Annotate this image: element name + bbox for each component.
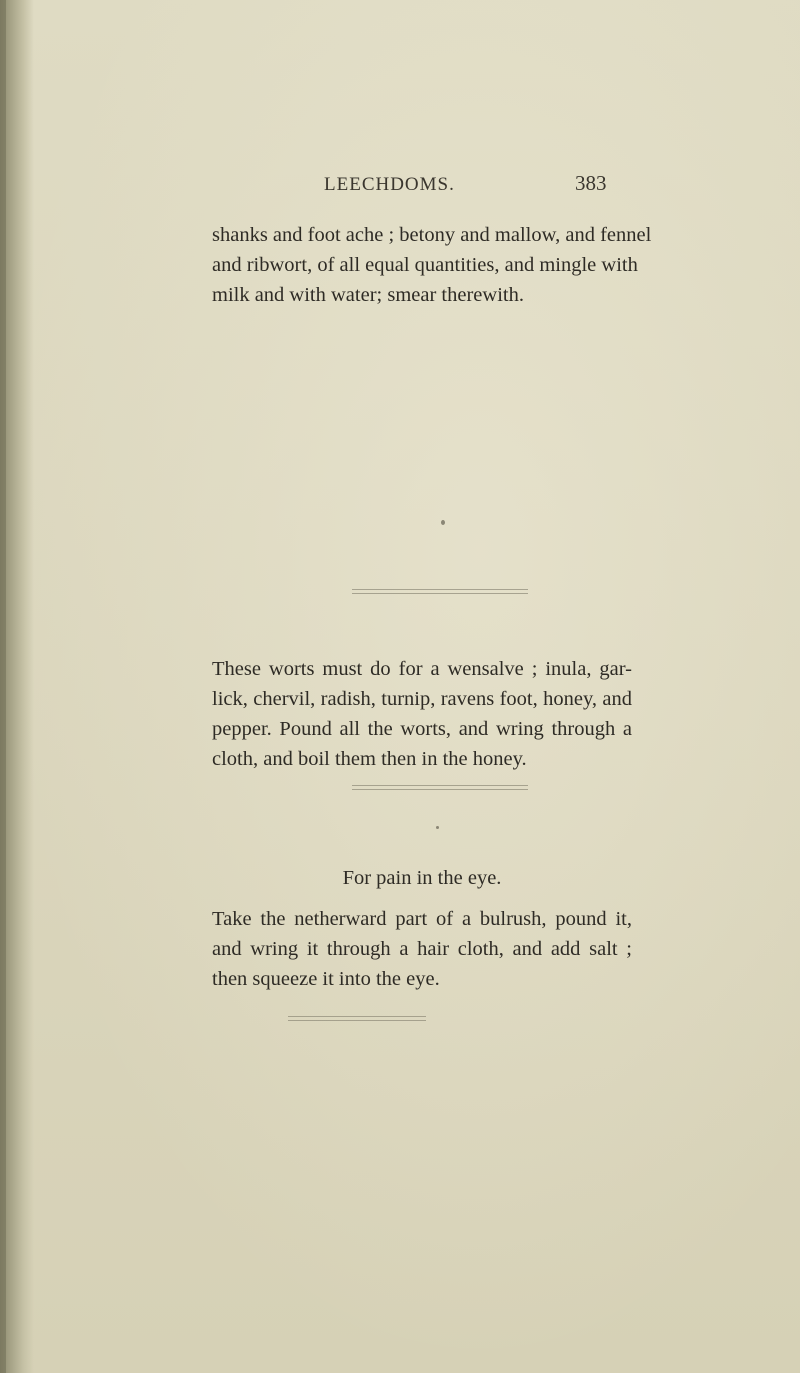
paragraph-3-line-2: and wring it through a hair cloth, and add salt ; <box>212 938 632 960</box>
paragraph-1-line-3: milk and with water; smear therewith. <box>212 284 524 306</box>
section-divider-1 <box>352 589 528 590</box>
paragraph-3-line-1: Take the netherward part of a bulrush, pound it, <box>212 908 632 930</box>
section-divider-2 <box>352 785 528 786</box>
paragraph-2-line-4: cloth, and boil them then in the honey. <box>212 748 527 770</box>
book-spine-edge <box>0 0 6 1373</box>
paragraph-2 <box>212 654 632 774</box>
running-title: LEECHDOMS. <box>324 174 455 195</box>
section-heading: For pain in the eye. <box>342 867 502 889</box>
paragraph-1-line-1: shanks and foot ache ; betony and mallow, and fennel <box>212 224 652 246</box>
paragraph-1-line-2: and ribwort, of all equal quantities, and mingle with <box>212 254 638 276</box>
paragraph-2-line-3: pepper. Pound all the worts, and wring through a <box>212 718 632 740</box>
section-divider-3 <box>288 1016 426 1017</box>
paragraph-1 <box>212 220 652 310</box>
paragraph-3 <box>212 904 632 994</box>
page-number: 383 <box>575 171 607 195</box>
ink-speck <box>436 826 439 829</box>
paragraph-2-line-1: These worts must do for a wensalve ; inula, gar- <box>212 658 632 680</box>
paragraph-3-line-3: then squeeze it into the eye. <box>212 968 440 990</box>
paragraph-2-line-2: lick, chervil, radish, turnip, ravens foot, honey, and <box>212 688 632 710</box>
ink-speck <box>441 520 445 525</box>
